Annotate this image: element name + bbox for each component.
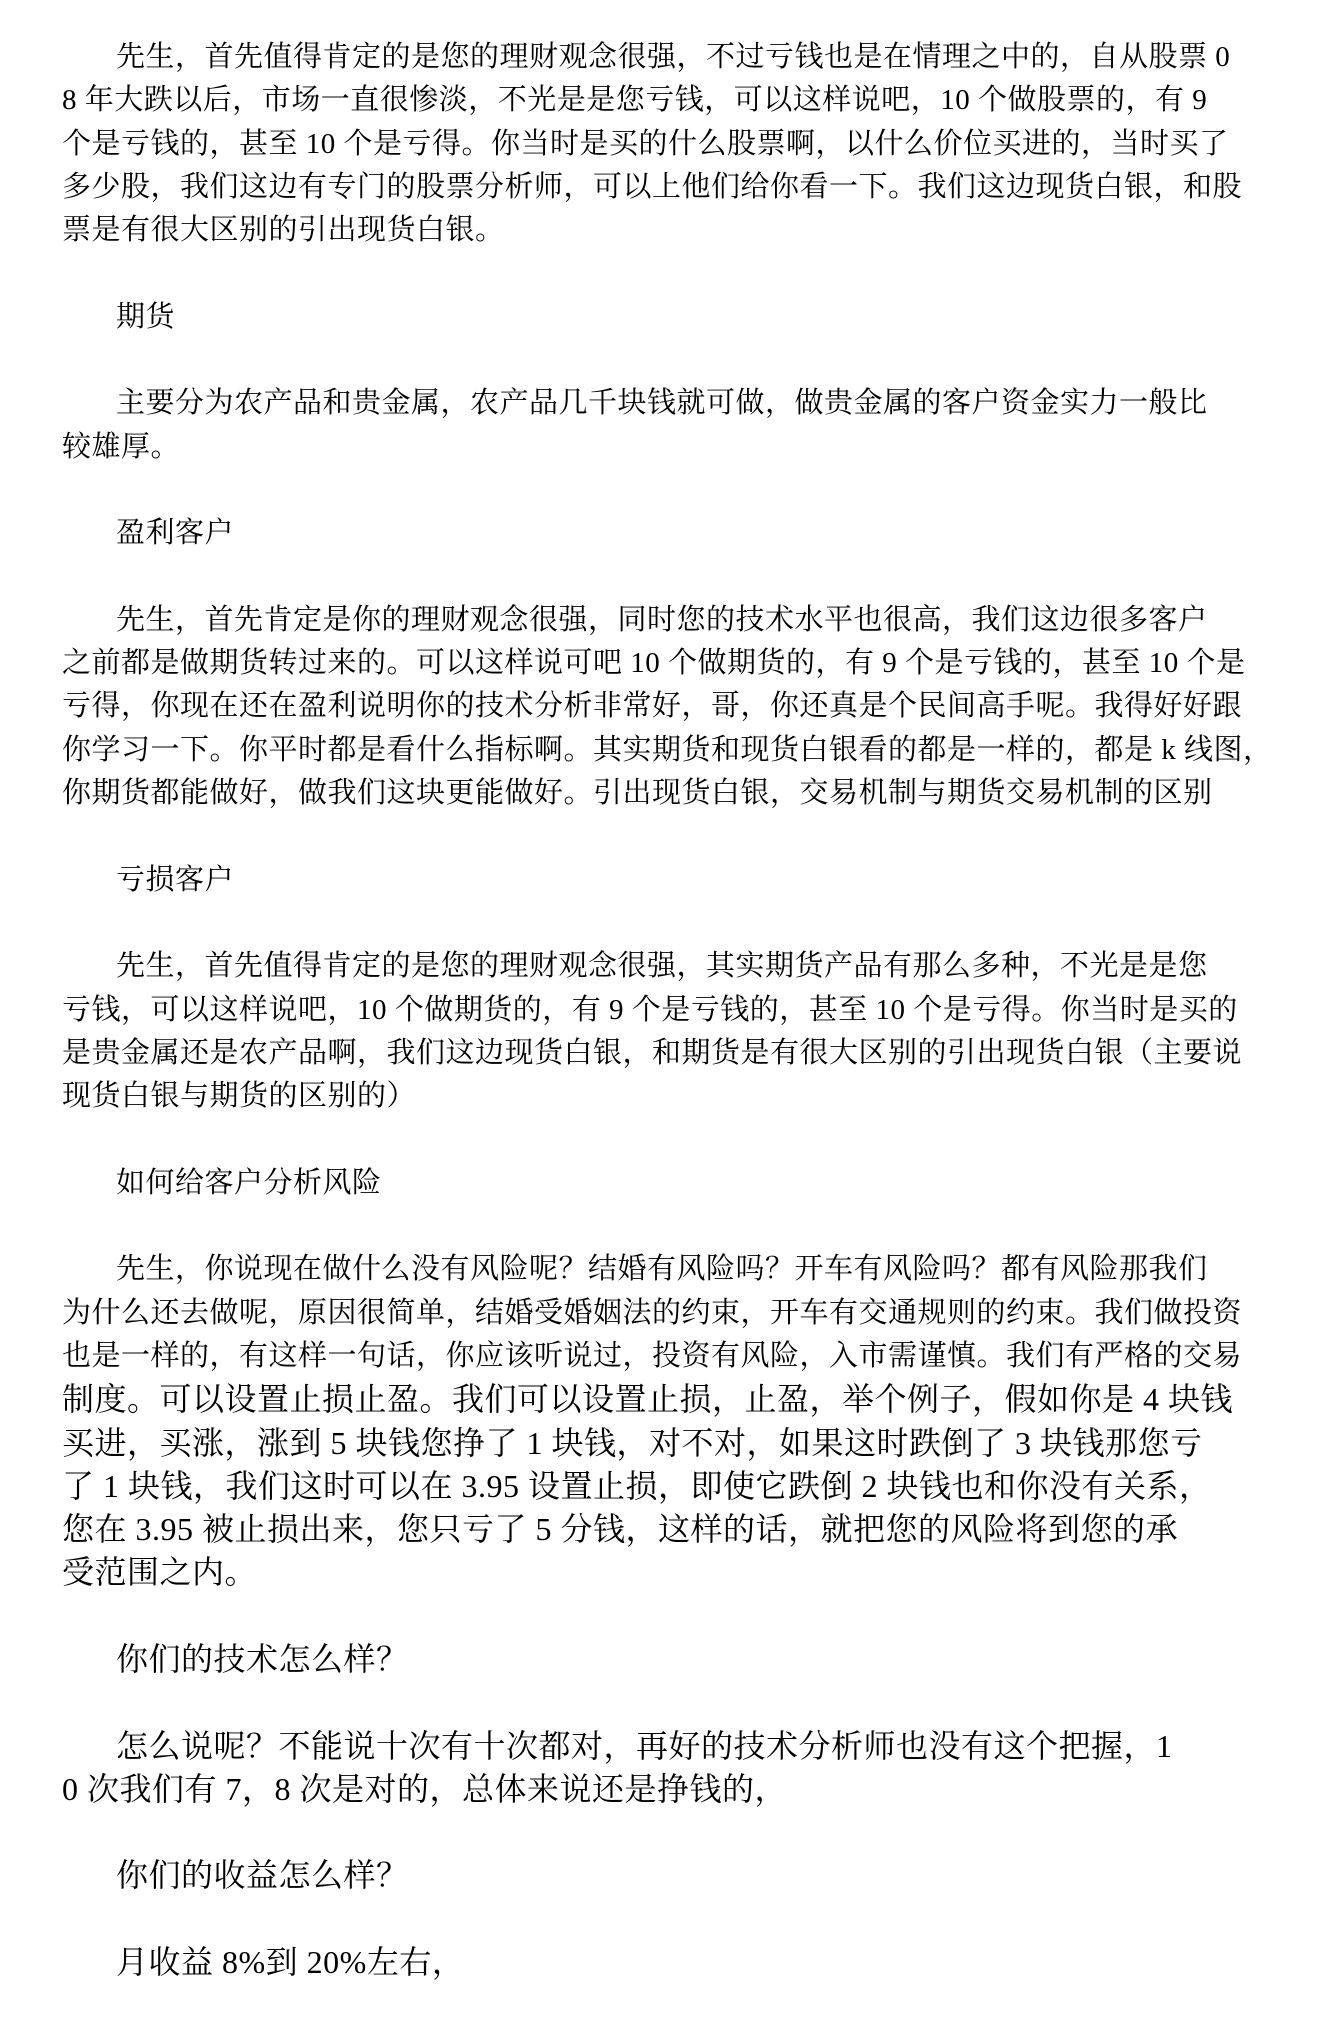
text-line: 买进，买涨，涨到 5 块钱您挣了 1 块钱，对不对，如果这时跌倒了 3 块钱那您亏	[62, 1424, 1203, 1461]
text-line: 现货白银与期货的区别的）	[62, 1080, 417, 1113]
heading-futures	[62, 296, 1265, 339]
text-line: 是贵金属还是农产品啊，我们这边现货白银，和期货是有很大区别的引出现货白银（主要说	[62, 1036, 1243, 1069]
text-line: 主要分为农产品和贵金属，农产品几千块钱就可做，做贵金属的客户资金实力一般比	[116, 387, 1208, 420]
text-line: 先生，首先肯定是你的理财观念很强，同时您的技术水平也很高，我们这边很多客户	[116, 603, 1208, 636]
text-line: 您在 3.95 被止损出来，您只亏了 5 分钱，这样的话，就把您的风险将到您的承	[62, 1511, 1179, 1548]
text-line: 了 1 块钱，我们这时可以在 3.95 设置止损，即使它跌倒 2 块钱也和你没有关系，	[62, 1467, 1212, 1504]
para-futures-intro	[62, 382, 1265, 469]
text-line: 票是有很大区别的引出现货白银。	[62, 214, 505, 247]
text-line: 也是一样的，有这样一句话，你应该听说过，投资有风险，入市需谨慎。我们有严格的交易	[62, 1339, 1243, 1372]
text-line: 你学习一下。你平时都是看什么指标啊。其实期货和现货白银看的都是一样的，都是 k 线图，	[62, 733, 1273, 766]
text-line: 0 次我们有 7，8 次是对的，总体来说还是挣钱的，	[62, 1770, 788, 1807]
text-line: 怎么说呢？不能说十次有十次都对，再好的技术分析师也没有这个把握，1	[116, 1727, 1173, 1764]
text-line: 月收益 8%到 20%左右，	[116, 1944, 465, 1981]
text-line: 8 年大跌以后，市场一直很惨淡，不光是是您亏钱，可以这样说吧，10 个做股票的，有 9	[62, 84, 1208, 117]
blank-line	[62, 1898, 1265, 1941]
blank-line	[62, 556, 1265, 599]
heading-risk-analysis	[62, 1162, 1265, 1205]
text-line: 制度。可以设置止损止盈。我们可以设置止损，止盈，举个例子，假如你是 4 块钱	[62, 1381, 1234, 1418]
blank-line	[62, 1595, 1265, 1638]
heading-line: 期货	[116, 300, 176, 333]
para-returns-answer	[62, 1941, 1265, 1984]
heading-line: 亏损客户	[116, 863, 235, 896]
blank-line	[62, 339, 1265, 382]
heading-losing-client	[62, 859, 1265, 902]
heading-returns-question	[62, 1854, 1265, 1897]
text-line: 先生，首先值得肯定的是您的理财观念很强，其实期货产品有那么多种，不光是是您	[116, 950, 1208, 983]
blank-line	[62, 902, 1265, 945]
text-line: 为什么还去做呢，原因很简单，结婚受婚姻法的约束，开车有交通规则的约束。我们做投资	[62, 1296, 1243, 1329]
blank-line	[62, 1681, 1265, 1724]
text-line: 受范围之内。	[62, 1554, 258, 1591]
heading-technique-question	[62, 1638, 1265, 1681]
para-risk-analysis-part2	[62, 1378, 1265, 1594]
blank-line	[62, 1205, 1265, 1248]
text-line: 较雄厚。	[62, 430, 181, 463]
text-line: 先生，首先值得肯定的是您的理财观念很强，不过亏钱也是在情理之中的，自从股票 0	[116, 41, 1231, 73]
text-line: 多少股，我们这边有专门的股票分析师，可以上他们给你看一下。我们这边现货白银，和股	[62, 170, 1243, 203]
text-line: 先生，你说现在做什么没有风险呢？结婚有风险吗？开车有风险吗？都有风险那我们	[116, 1253, 1208, 1286]
heading-line: 盈利客户	[116, 517, 235, 550]
para-technique-answer	[62, 1725, 1265, 1812]
text-line: 亏得，你现在还在盈利说明你的技术分析非常好，哥，你还真是个民间高手呢。我得好好跟	[62, 690, 1243, 723]
para-profitable-client-pitch	[62, 599, 1273, 815]
heading-profitable-client	[62, 512, 1265, 555]
text-line: 个是亏钱的，甚至 10 个是亏得。你当时是买的什么股票啊，以什么价位买进的，当时买了	[62, 127, 1229, 160]
blank-line	[62, 469, 1265, 512]
heading-line: 你们的收益怎么样？	[116, 1857, 409, 1894]
heading-line: 你们的技术怎么样？	[116, 1640, 409, 1677]
text-line: 亏钱，可以这样说吧，10 个做期货的，有 9 个是亏钱的，甚至 10 个是亏得。你当时是买的	[62, 993, 1238, 1026]
text-line: 你期货都能做好，做我们这块更能做好。引出现货白银，交易机制与期货交易机制的区别	[62, 777, 1213, 810]
para-risk-analysis-part1	[62, 1248, 1265, 1378]
text-line: 之前都是做期货转过来的。可以这样说可吧 10 个做期货的，有 9 个是亏钱的，甚至 10 个是	[62, 647, 1246, 680]
blank-line	[62, 1118, 1265, 1161]
heading-line: 如何给客户分析风险	[116, 1166, 382, 1199]
blank-line	[62, 815, 1265, 858]
para-losing-client-pitch	[62, 945, 1265, 1118]
blank-line	[62, 252, 1265, 295]
blank-line	[62, 1811, 1265, 1854]
para-stock-loss-pitch	[62, 36, 1265, 252]
